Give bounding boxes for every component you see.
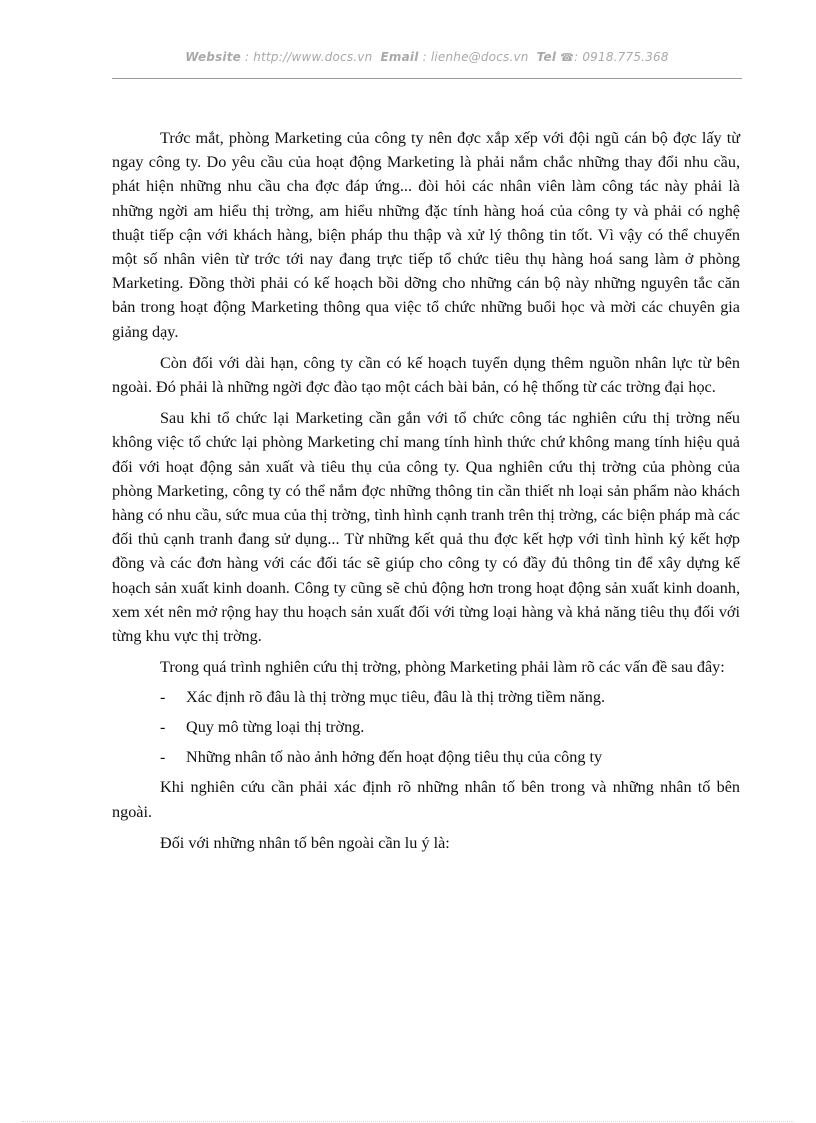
email-label: Email [380,50,419,64]
bullet-marker: - [160,718,166,737]
paragraph: Khi nghiên cứu cần phải xác định rõ những nhân tố bên trong và những nhân tố bên ngoài. [112,778,740,821]
paragraph: Sau khi tổ chức lại Marketing cần gắn với tổ chức công tác nghiên cứu thị trờng nếu không việc tổ chức lại phòng Marketing chỉ mang tính hình thức chứ không mang tính hiệu quả đối với hoạt động sản xuất và tiêu thụ của công ty. Qua nghiên cứu thị trờng của phòng của phòng Marketing, công ty có thể nắm đợc những thông tin cần thiết nh loại sản phẩm nào khách hàng có nhu cầu, sức mua của thị trờng, tình hình cạnh tranh trên thị trờng, các biện pháp mà các đối thủ cạnh tranh đang sử dụng... Từ những kết quả thu đợc kết hợp với tình hình ký kết hợp đồng và các đơn hàng với các đối tác sẽ giúp cho công ty có đầy đủ thông tin để xây dựng kế hoạch sản xuất kinh doanh. Công ty cũng sẽ chủ động hơn trong hoạt động sản xuất kinh doanh, xem xét nên mở rộng hay thu hoạch sản xuất đối với từng loại hàng và khả năng tiêu thụ đối với từng khu vực thị trờng. [112,409,740,646]
list-item-text: Những nhân tố nào ảnh hởng đến hoạt động tiêu thụ của công ty [186,748,603,767]
paragraph: Còn đối với dài hạn, công ty cần có kế hoạch tuyển dụng thêm nguồn nhân lực từ bên ngoài. Đó phải là những ngời đợc đào tạo một cách bài bản, có hệ thống từ các trờng đại học. [112,353,740,397]
list-item-text: Quy mô từng loại thị trờng. [186,718,365,737]
list-item [112,745,740,769]
paragraph: Trớc mắt, phòng Marketing của công ty nên đợc xắp xếp với đội ngũ cán bộ đợc lấy từ ngay công ty. Do yêu cầu của hoạt động Marketing là phải nắm chắc những thay đổi nhu cầu, phát hiện những nhu cầu cha đợc đáp ứng... đòi hỏi các nhân viên làm công tác này phải là những ngời am hiểu thị trờng, am hiểu những đặc tính hàng hoá của công ty và phải có nghệ thuật tiếp cận với khách hàng, biện pháp thu thập và xử lý thông tin tốt. Vì vậy có thể chuyển một số nhân viên từ trớc tới nay đang trực tiếp tổ chức tiêu thụ hàng hoá sang làm ở phòng Marketing. Đồng thời phải có kế hoạch bồi dỡng cho những cán bộ này những nguyên tắc căn bản trong hoạt động Marketing thông qua việc tổ chức những buổi học và mời các chuyên gia giảng dạy. [112,129,740,341]
tel-value: : 0918.775.368 [574,50,669,64]
phone-icon: ☎ [560,51,575,64]
paragraph: Trong quá trình nghiên cứu thị trờng, phòng Marketing phải làm rõ các vấn đề sau đây: [160,658,725,677]
bullet-marker: - [160,688,166,707]
email-link[interactable]: : lienhe@docs.vn [422,50,529,64]
page-header [112,50,742,64]
list-item [112,685,740,709]
paragraph: Đối với những nhân tố bên ngoài cần lu ý là: [160,833,450,852]
website-label: Website [185,50,242,64]
website-link[interactable]: : http://www.docs.vn [245,50,373,64]
bullet-list [112,685,740,769]
header-divider [112,78,742,79]
list-item [112,715,740,739]
tel-label: Tel [536,50,557,64]
page-bottom-border [22,1121,794,1122]
document-body [112,126,740,855]
bullet-marker: - [160,748,166,767]
list-item-text: Xác định rõ đâu là thị trờng mục tiêu, đâu là thị trờng tiềm năng. [186,688,606,707]
